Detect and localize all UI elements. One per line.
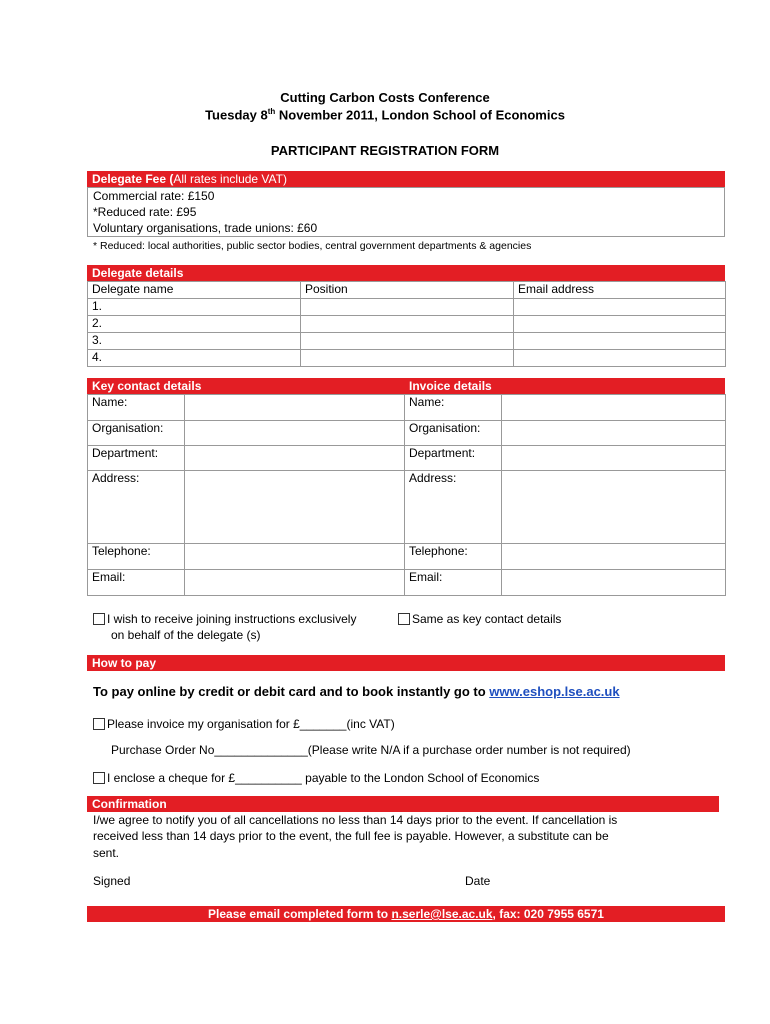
fee-heading-note: All rates include VAT) (173, 172, 287, 186)
delegate-position-cell[interactable] (301, 316, 514, 333)
key-telephone-label: Telephone: (88, 544, 185, 570)
invoice-address-field[interactable] (502, 471, 726, 544)
key-name-label: Name: (88, 395, 185, 421)
key-organisation-field[interactable] (185, 421, 405, 446)
key-organisation-label: Organisation: (88, 421, 185, 446)
conference-title: Cutting Carbon Costs Conference (280, 90, 490, 105)
invoice-checkbox[interactable] (93, 718, 105, 730)
confirmation-text-line2: received less than 14 days prior to the event, the full fee is payable. However, a substitute can be (93, 829, 609, 843)
invoice-department-label: Department: (405, 446, 502, 471)
signed-label: Signed (93, 874, 131, 888)
key-contact-header: Key contact details (87, 378, 404, 394)
key-department-label: Department: (88, 446, 185, 471)
delegate-email-cell[interactable] (514, 350, 726, 367)
invoice-telephone-field[interactable] (502, 544, 726, 570)
invoice-name-label: Name: (405, 395, 502, 421)
joining-label: I wish to receive joining instructions exclusively (107, 612, 357, 626)
table-row (88, 544, 726, 570)
table-row (88, 316, 726, 333)
delegate-row-number[interactable]: 4. (88, 350, 301, 367)
col-email-address: Email address (514, 282, 726, 299)
delegate-email-cell[interactable] (514, 316, 726, 333)
table-row (88, 350, 726, 367)
cheque-option-label: I enclose a cheque for £__________ payable to the London School of Economics (107, 771, 540, 785)
invoice-option-label: Please invoice my organisation for £_______(inc VAT) (107, 717, 395, 731)
delegate-row-number[interactable]: 2. (88, 316, 301, 333)
eshop-link[interactable]: www.eshop.lse.ac.uk (489, 684, 620, 699)
invoice-organisation-label: Organisation: (405, 421, 502, 446)
cheque-option[interactable] (93, 770, 539, 786)
date-day: Tuesday 8 (205, 107, 268, 123)
invoice-telephone-label: Telephone: (405, 544, 502, 570)
fee-heading: Delegate Fee ( (92, 172, 174, 186)
delegate-email-cell[interactable] (514, 299, 726, 316)
how-to-pay-header: How to pay (87, 655, 725, 671)
invoice-details-header: Invoice details (404, 378, 725, 394)
col-delegate-name: Delegate name (88, 282, 301, 299)
pay-online-text (93, 684, 620, 700)
confirmation-header: Confirmation (87, 796, 719, 812)
delegate-row-number[interactable]: 3. (88, 333, 301, 350)
invoice-option[interactable] (93, 716, 395, 732)
contact-table (87, 394, 726, 596)
table-row (88, 471, 726, 544)
key-address-label: Address: (88, 471, 185, 544)
joining-instructions-option[interactable] (93, 611, 356, 627)
table-row (88, 446, 726, 471)
same-as-key-label: Same as key contact details (412, 612, 562, 626)
delegate-details-header: Delegate details (87, 265, 725, 281)
confirmation-text-line3: sent. (93, 846, 120, 860)
same-as-key-checkbox[interactable] (398, 613, 410, 625)
reduced-footnote: * Reduced: local authorities, public sector bodies, central government departments & agencies (93, 240, 532, 252)
invoice-name-field[interactable] (502, 395, 726, 421)
table-row (88, 395, 726, 421)
pay-online-label: To pay online by credit or debit card and to book instantly go to (93, 684, 490, 699)
same-as-key-option[interactable] (398, 611, 561, 627)
conference-date (0, 107, 770, 122)
date-venue: November 2011, London School of Economics (275, 107, 565, 123)
key-telephone-field[interactable] (185, 544, 405, 570)
table-row (88, 421, 726, 446)
reduced-rate: *Reduced rate: £95 (93, 205, 197, 219)
delegate-row-number[interactable]: 1. (88, 299, 301, 316)
voluntary-rate: Voluntary organisations, trade unions: £60 (93, 221, 318, 235)
table-row (88, 570, 726, 596)
table-row (88, 333, 726, 350)
form-title: PARTICIPANT REGISTRATION FORM (270, 143, 500, 158)
footer-prefix: Please email completed form to (208, 907, 392, 921)
invoice-department-field[interactable] (502, 446, 726, 471)
key-email-label: Email: (88, 570, 185, 596)
date-label: Date (465, 874, 491, 888)
delegate-position-cell[interactable] (301, 350, 514, 367)
date-suffix: th (267, 107, 276, 116)
footer-email-link[interactable]: n.serle@lse.ac.uk (391, 907, 493, 921)
joining-label-line2: on behalf of the delegate (s) (111, 628, 261, 642)
key-department-field[interactable] (185, 446, 405, 471)
confirmation-text-line1: I/we agree to notify you of all cancellations no less than 14 days prior to the event. If cancellation is (93, 813, 618, 827)
invoice-organisation-field[interactable] (502, 421, 726, 446)
delegate-fee-header (87, 171, 725, 187)
col-position: Position (301, 282, 514, 299)
key-name-field[interactable] (185, 395, 405, 421)
commercial-rate: Commercial rate: £150 (93, 189, 215, 203)
footer-email-bar (87, 906, 725, 922)
delegate-table-header-row (88, 282, 726, 299)
invoice-email-field[interactable] (502, 570, 726, 596)
invoice-address-label: Address: (405, 471, 502, 544)
delegate-position-cell[interactable] (301, 299, 514, 316)
delegate-position-cell[interactable] (301, 333, 514, 350)
delegate-table (87, 281, 726, 367)
key-address-field[interactable] (185, 471, 405, 544)
cheque-checkbox[interactable] (93, 772, 105, 784)
footer-fax: , fax: 020 7955 6571 (492, 907, 604, 921)
key-email-field[interactable] (185, 570, 405, 596)
invoice-email-label: Email: (405, 570, 502, 596)
purchase-order-line: Purchase Order No______________(Please write N/A if a purchase order number is not required) (111, 743, 631, 757)
delegate-email-cell[interactable] (514, 333, 726, 350)
table-row (88, 299, 726, 316)
joining-checkbox[interactable] (93, 613, 105, 625)
